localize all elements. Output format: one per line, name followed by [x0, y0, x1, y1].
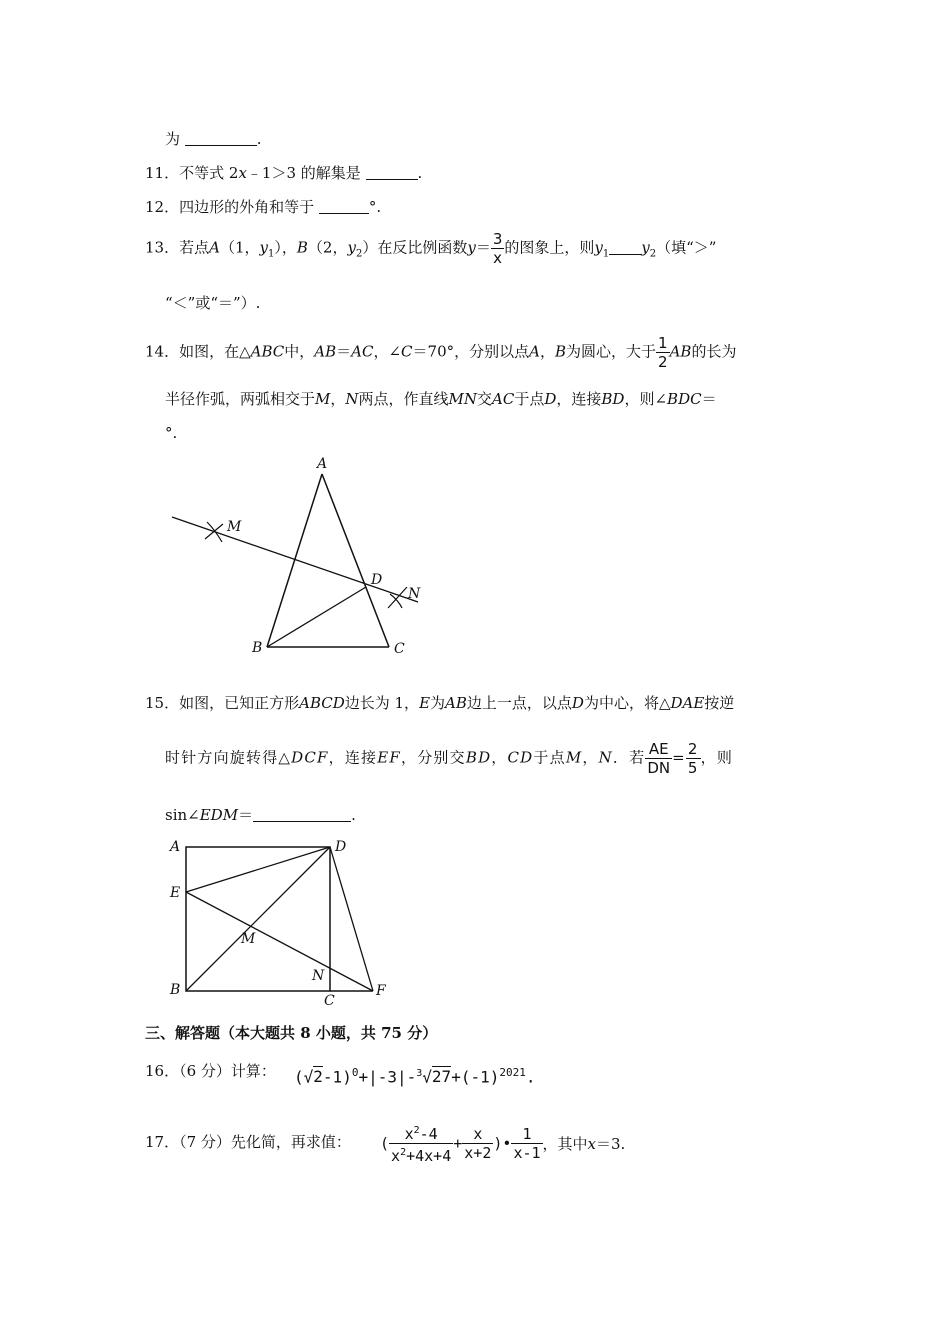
answer-blank[interactable] — [609, 240, 641, 255]
label-f: F — [376, 983, 386, 999]
label-a: A — [317, 456, 328, 472]
segment-bd — [186, 847, 330, 991]
label-n: N — [312, 968, 325, 984]
segment-df — [330, 847, 373, 991]
question-14: 14．如图，在△ABC中，AB＝AC，∠C＝70°，分别以点A，B为圆心，大于 $\frac{1}{2}$ AB的长为 — [145, 334, 737, 371]
q14-line2: 半径作弧，两弧相交于M，N两点，作直线MN交AC于点D，连接BD，则∠BDC＝ — [165, 390, 717, 408]
figure-14 — [160, 450, 430, 660]
figure-15 — [165, 832, 395, 1008]
label-c: C — [394, 641, 405, 657]
label-b: B — [252, 640, 263, 656]
fraction-half: $\frac{1}{2}$ — [658, 334, 668, 371]
fraction-x2-4: $\frac{x^2-4}{x^2+4x+4}$ — [389, 1122, 453, 1165]
question-15: 15．如图，已知正方形ABCD边长为 1，E为AB边上一点，以点D为中心，将△DAE按逆 — [145, 694, 735, 712]
label-m: M — [241, 931, 256, 947]
question-13: 13．若点A（1，$y_1$），B（2，$y_2$）在反比例函数y＝ $\frac{3}{x}$ 的图象上，则$y_1$ $y_2$（填“＞” — [145, 230, 717, 267]
question-17: 17．（7 分）先化简，再求值： — [145, 1133, 351, 1151]
label-n: N — [408, 586, 421, 602]
label-a: A — [170, 839, 181, 855]
fraction-ae-dn: $\frac{AE}{DN}$ — [647, 740, 671, 777]
segment-bd — [267, 587, 366, 647]
segment-ef — [186, 892, 373, 991]
q15-line2: 时针方向旋转得△DCF，连接EF，分别交BD，CD于点M，N．若 $\frac{AE}{DN}$ = $\frac{2}{5}$ ，则 — [165, 740, 734, 777]
q13-line2: “＜”或“＝”）. — [165, 294, 261, 312]
q17-expression: ( $\frac{x^2-4}{x^2+4x+4}$ + $\frac{x}{x+2}$ )• $\frac{1}{x-1}$ ，其中x＝3. — [380, 1122, 625, 1165]
label-e: E — [170, 885, 181, 901]
label-d: D — [335, 839, 347, 855]
fraction-3-over-x: $\frac{3}{x}$ — [492, 230, 503, 267]
answer-blank[interactable] — [319, 199, 369, 214]
answer-blank[interactable] — [366, 165, 418, 180]
label-m: M — [227, 519, 242, 535]
label-c: C — [324, 993, 335, 1008]
fraction-x-over-x2: $\frac{x}{x+2}$ — [464, 1125, 492, 1162]
label-b: B — [170, 982, 181, 998]
question-11: 11．不等式 2x﹣1＞3 的解集是 . — [145, 164, 423, 182]
q15-line3: sin∠EDM＝ . — [165, 806, 356, 824]
triangle-side-ac — [322, 474, 389, 647]
section-3-heading: 三、解答题（本大题共 8 小题，共 75 分） — [145, 1024, 438, 1042]
q16-expression: $(√2-1)^0+|-3|-^3√27+(-1)^{2021}$. — [294, 1066, 536, 1087]
q10-line: 为 . — [165, 130, 262, 148]
triangle-side-ab — [267, 474, 322, 647]
arc-mark-m — [205, 522, 223, 542]
question-12: 12．四边形的外角和等于 °. — [145, 198, 382, 216]
label-d: D — [371, 572, 383, 588]
question-16: 16．（6 分）计算： — [145, 1062, 276, 1080]
answer-blank[interactable] — [253, 807, 351, 822]
answer-blank[interactable] — [185, 131, 257, 146]
line-mn — [172, 517, 418, 602]
fraction-1-over-x-1: $\frac{1}{x-1}$ — [513, 1125, 541, 1162]
fraction-2-5: $\frac{2}{5}$ — [687, 740, 699, 777]
q14-line3: °. — [165, 424, 178, 442]
